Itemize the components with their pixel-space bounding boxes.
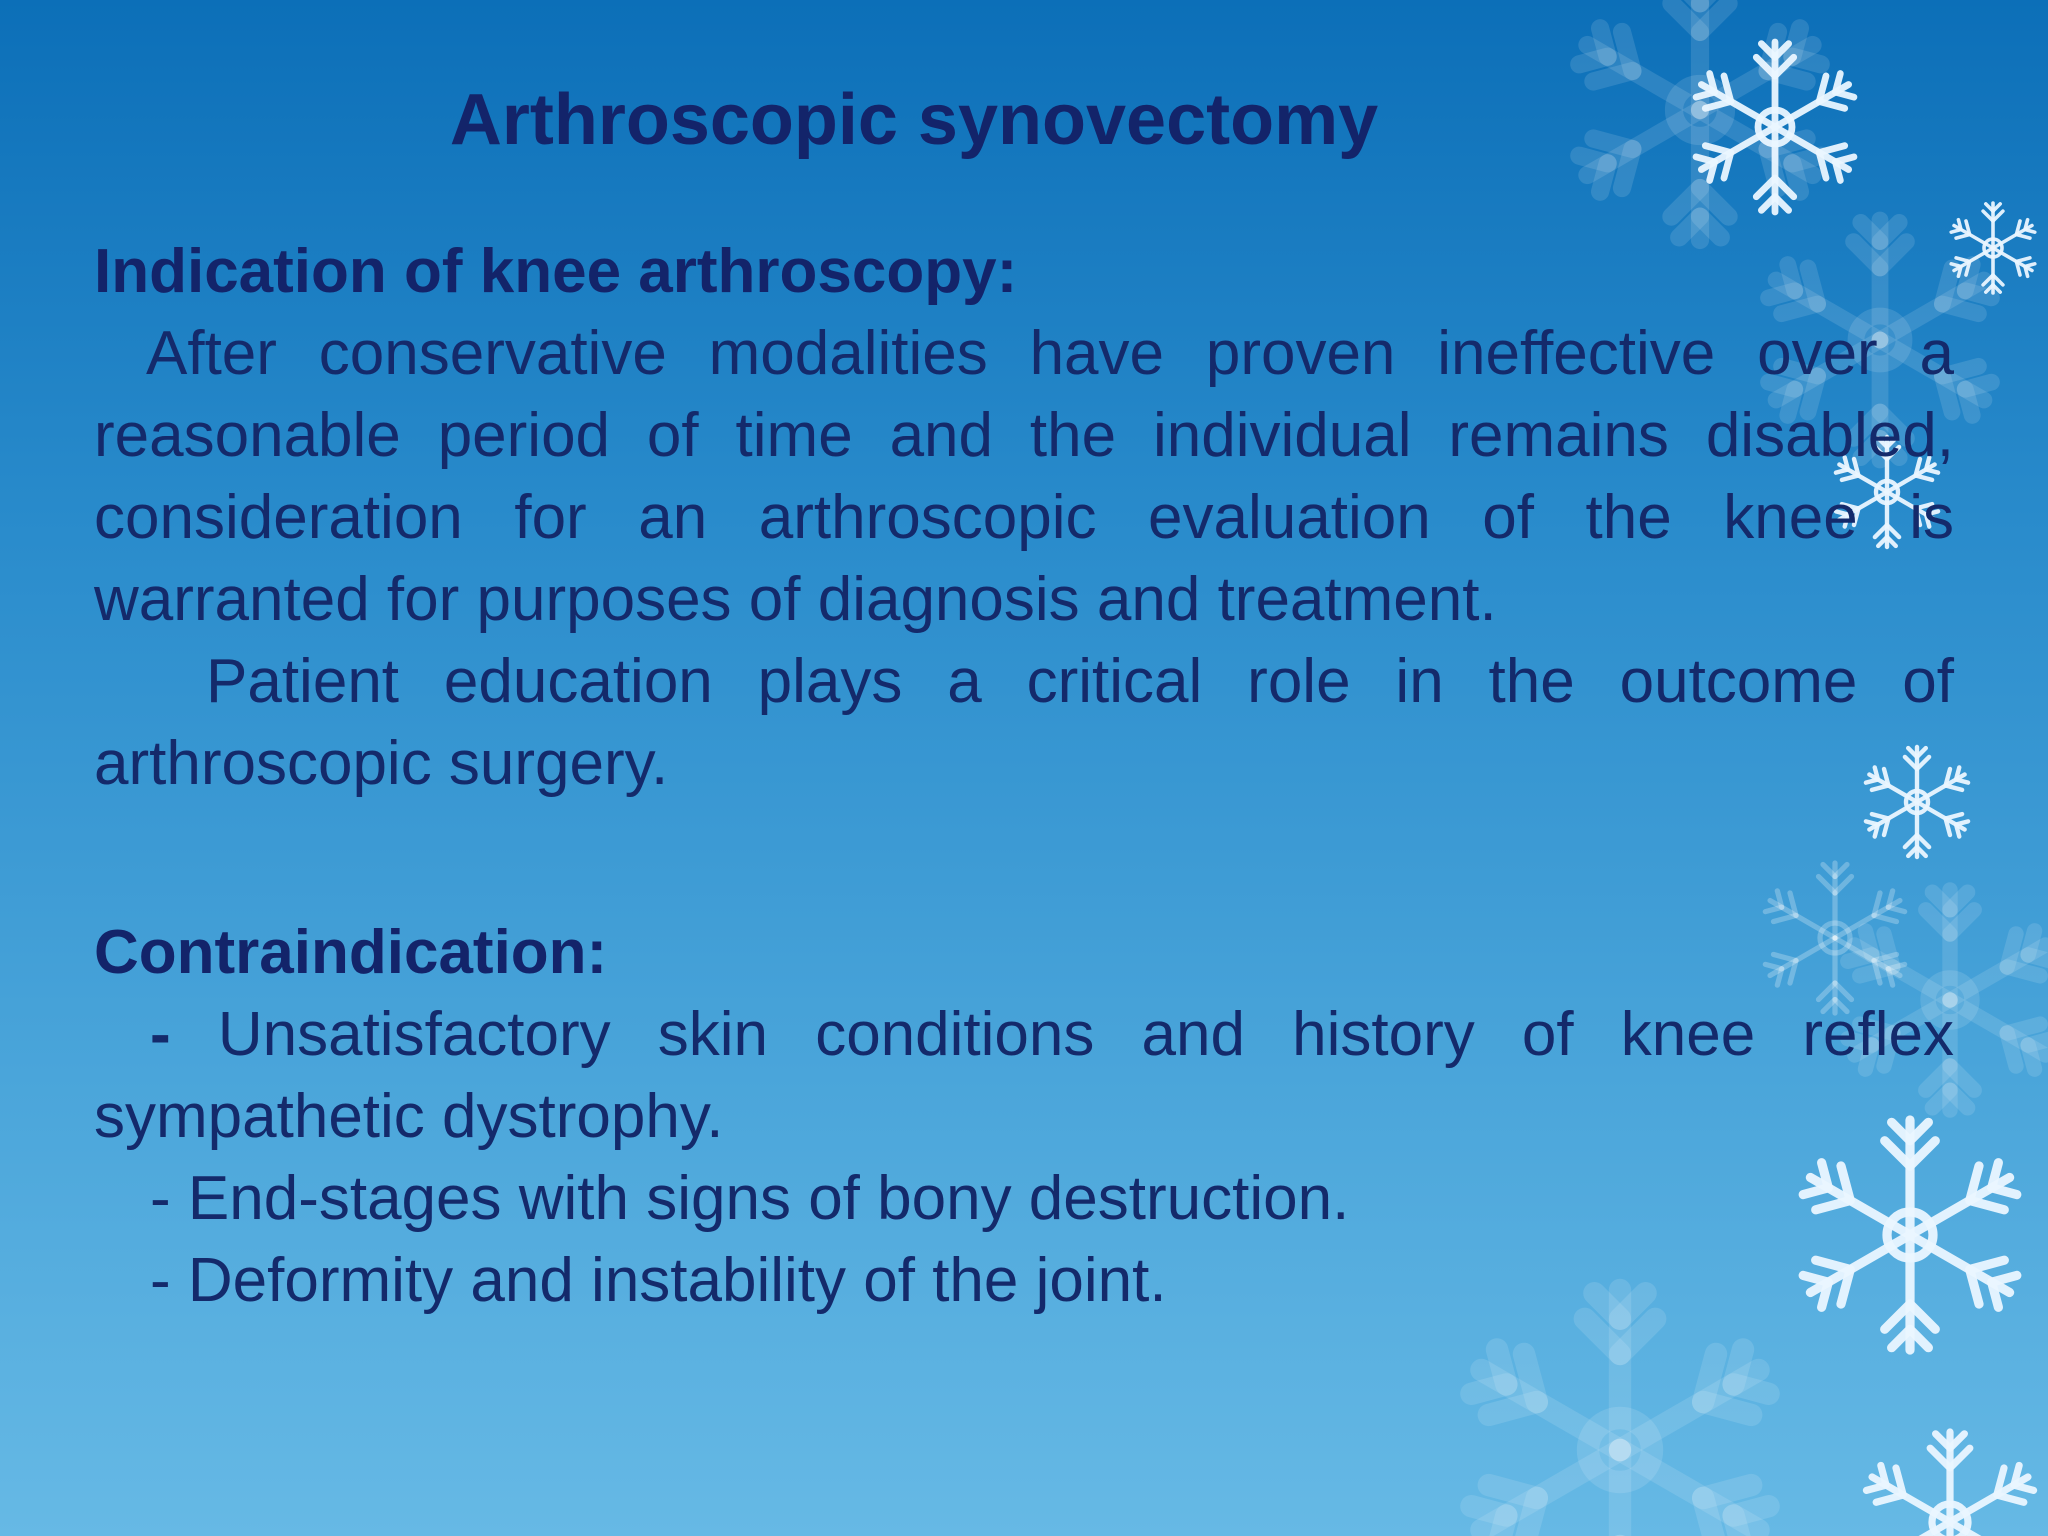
snowflake-icon: [1464, 1290, 1776, 1536]
snowflake-icon: [1862, 1432, 2038, 1536]
contraindication-heading: Contraindication:: [94, 918, 608, 987]
contraindication-item: [150, 1240, 1167, 1322]
indication-paragraph-2: Patient education plays a critical role in the outcome of arthroscopic surgery.: [94, 647, 1954, 798]
bullet-dash: -: [150, 1246, 171, 1315]
indication-heading: Indication of knee arthroscopy:: [94, 237, 1018, 306]
contraindication-item: [94, 994, 1954, 1158]
bullet-dash: -: [150, 1164, 171, 1233]
contraindication-item-text: End-stages with signs of bony destruction.: [187, 1164, 1350, 1233]
indication-paragraph-1: After conservative modalities have proven ineffective over a reasonable period of time and the individual remains disabled, consideration for an arthroscopic evaluation of the knee is warranted for purposes of diagnosis and treatment.: [94, 319, 1954, 634]
contraindication-item-text: Deformity and instability of the joint.: [187, 1246, 1167, 1315]
slide-title-text: Arthroscopic synovectomy: [449, 80, 1379, 160]
bullet-dash: -: [150, 1000, 171, 1069]
slide-title: [94, 78, 1934, 162]
contraindication-item-text: Unsatisfactory skin conditions and history of knee reflex sympathetic dystrophy.: [94, 1000, 1954, 1151]
contraindication-item: [150, 1158, 1349, 1240]
